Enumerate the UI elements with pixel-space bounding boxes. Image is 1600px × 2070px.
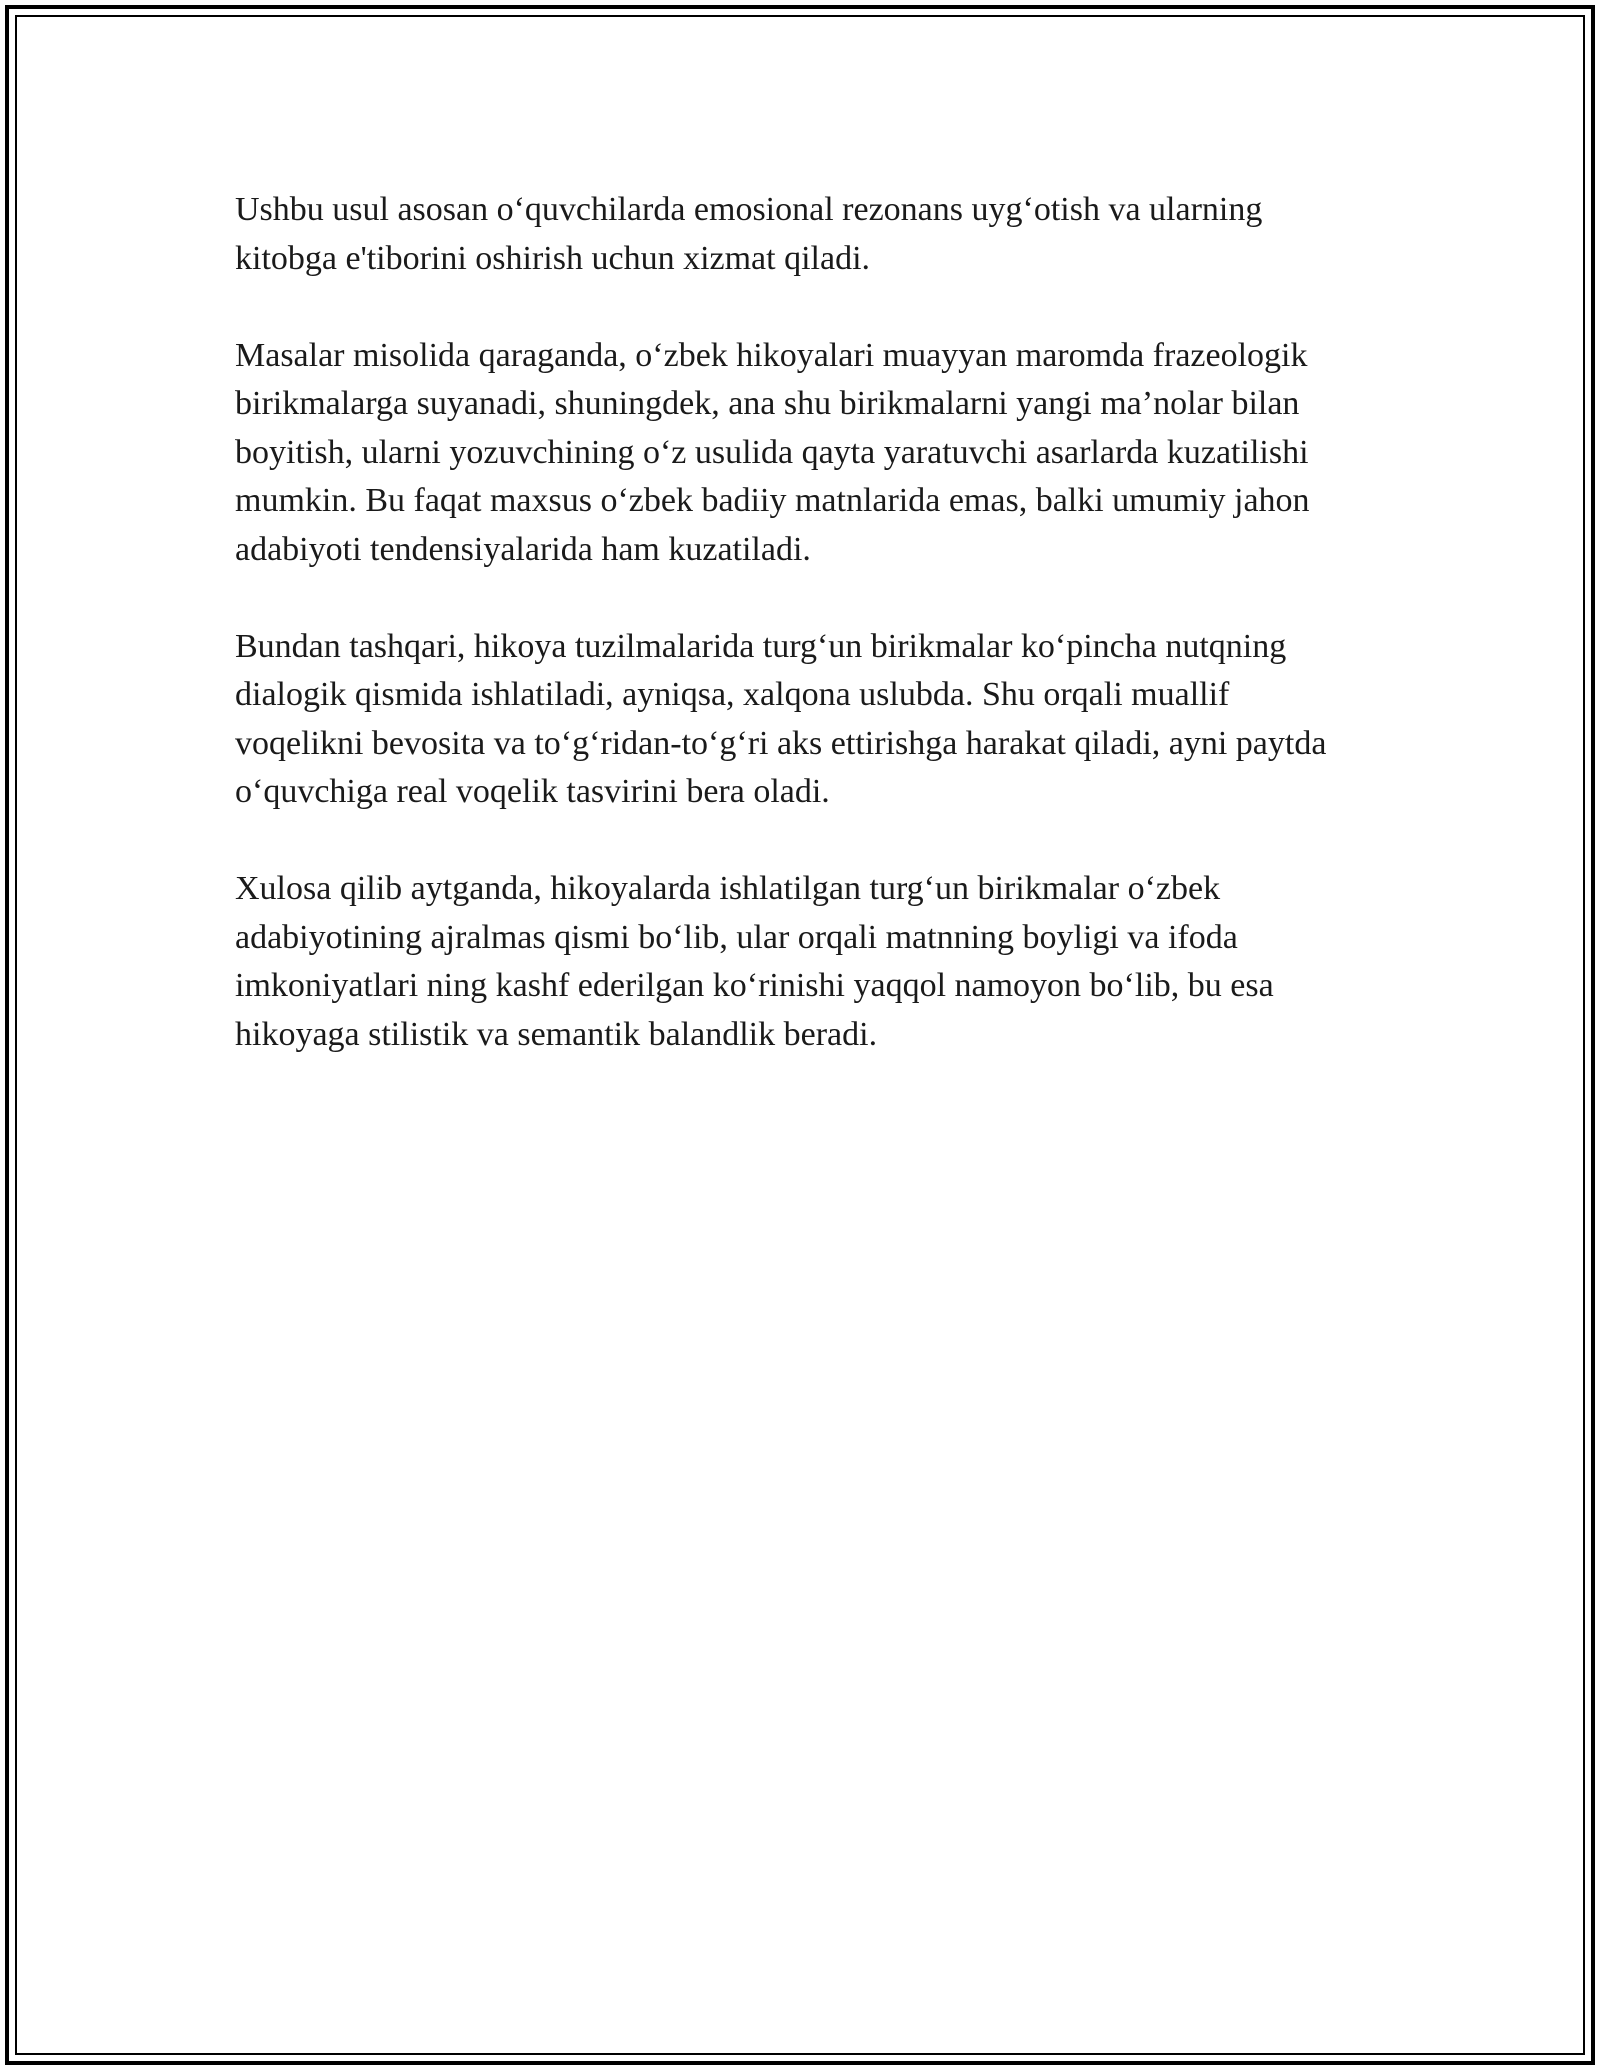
paragraph-4: Xulosa qilib aytganda, hikoyalarda ishlatilgan turg‘un birikmalar o‘zbek adabiyotining ajralmas qismi bo‘lib, ular orqali matnning boyligi va ifoda imkoniyatlari ning kashf ederilgan ko‘rinishi yaqqol namoyon bo‘lib, bu esa hikoyaga stilistik va semantik balandlik beradi. [235,870,1274,1053]
paragraph-3: Bundan tashqari, hikoya tuzilmalarida turg‘un birikmalar ko‘pincha nutqning dialogik qismida ishlatiladi, ayniqsa, xalqona uslubda. Shu orqali muallif voqelikni bevosita va to‘g‘ridan-to‘g‘ri aks ettirishga harakat qiladi, ayni paytda o‘quvchiga real voqelik tasvirini bera oladi. [235,627,1327,810]
paragraph-2: Masalar misolida qaraganda, o‘zbek hikoyalari muayyan maromda frazeologik birikmalarga suyanadi, shuningdek, ana shu birikmalarni yangi ma’nolar bilan boyitish, ularni yozuvchining o‘z usulida qayta yaratuvchi asarlarda kuzatilishi mumkin. Bu faqat maxsus o‘zbek badiiy matnlarida emas, balki umumiy jahon adabiyoti tendensiyalarida ham kuzatiladi. [235,336,1310,568]
document-body [235,186,1365,1108]
paragraph-1: Ushbu usul asosan o‘quvchilarda emosional rezonans uyg‘otish va ularning kitobga e'tiborini oshirish uchun xizmat qiladi. [235,191,1263,277]
